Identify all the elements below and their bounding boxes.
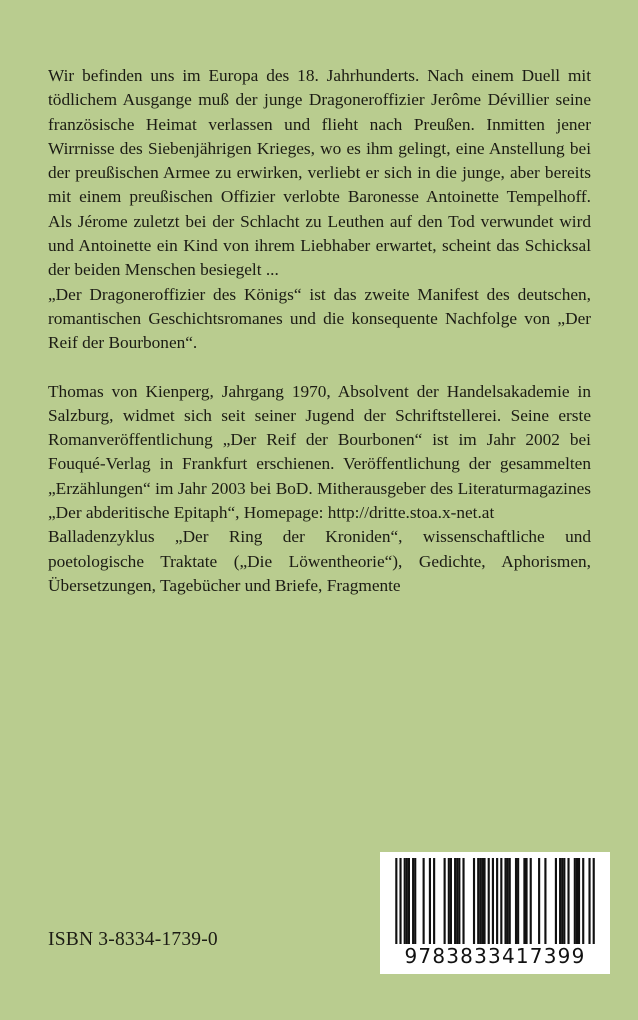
barcode-bar [559,858,561,944]
barcode-bar [515,858,517,944]
barcode-bar [517,858,519,944]
barcode-bar [406,858,408,944]
barcode-bar [433,858,435,944]
barcode-digits: 9783833417399 [404,944,586,968]
author-bio-paragraph: Thomas von Kienperg, Jahrgang 1970, Absolvent der Handelsakademie in Salzburg, widmet sich seit seiner Jugend der Schriftstellerei. Seine erste Romanveröffentlichung „Der Reif der Bourbonen“ ist im Jahr 2002 bei Fouqué-Verlag in Frankfurt erschienen. Veröffentlichung der gesammelten „Erzählungen“ im Jahr 2003 bei BoD. Mitherausgeber des Literaturmagazines „Der abderitische Epitaph“, Homepage: http://dritte.stoa.x-net.at [48,381,591,523]
barcode-bar [412,858,414,944]
barcode-bar [483,858,485,944]
barcode-bar [479,858,481,944]
barcode-bar [523,858,525,944]
barcode-bar [582,858,584,944]
barcode-bar [454,858,456,944]
barcode-bar [509,858,511,944]
isbn-label: ISBN 3-8334-1739-0 [48,929,218,950]
barcode-bar [563,858,565,944]
barcode-bar [481,858,483,944]
barcode [380,852,610,974]
barcode-bar [456,858,458,944]
barcode-bar [567,858,569,944]
barcode-bar [399,858,401,944]
barcode-bar [492,858,494,944]
barcode-bar [525,858,527,944]
barcode-bar [504,858,506,944]
blurb-text [48,64,591,598]
series-paragraph: „Der Dragoneroffizier des Königs“ ist das zweite Manifest des deutschen, romantischen Geschichtsromanes und die konsequente Nachfolge von „Der Reif der Bourbonen“. [48,284,591,353]
barcode-bar [408,858,410,944]
barcode-bar [578,858,580,944]
barcode-bar [561,858,563,944]
barcode-bar [593,858,595,944]
barcode-bar [555,858,557,944]
barcode-bar [477,858,479,944]
barcode-bar [496,858,498,944]
barcode-bar [462,858,464,944]
barcode-bar [544,858,546,944]
barcode-bar [538,858,540,944]
synopsis-paragraph: Wir befinden uns im Europa des 18. Jahrhunderts. Nach einem Duell mit tödlichem Ausgange muß der junge Dragoneroffizier Jerôme Dévillier seine französische Heimat verlassen und flieht nach Preußen. Inmitten jener Wirrnisse des Siebenjährigen Krieges, wo es ihm gelingt, eine Anstellung bei der preußischen Armee zu erwirken, verliebt er sich in die junge, aber bereits mit einem preußischen Offizier verlobte Baronesse Antoinette Tempelhoff. Als Jérome zuletzt bei der Schlacht zu Leuthen auf den Tod verwundet wird und Antoinette ein Kind von ihrem Liebhaber erwartet, scheint das Schicksal der beiden Menschen besiegelt ... [48,66,591,280]
barcode-bar [395,858,397,944]
barcode-bar [576,858,578,944]
barcode-bar [530,858,532,944]
barcode-bar [444,858,446,944]
barcode-bar [574,858,576,944]
works-paragraph: Balladenzyklus „Der Ring der Kroniden“, wissenschaftliche und poetologische Traktate („Die Löwentheorie“), Gedichte, Aphorismen, Übersetzungen, Tagebücher und Briefe, Fragmente [48,527,591,595]
barcode-bar [448,858,450,944]
barcode-bar [450,858,452,944]
barcode-bar [488,858,490,944]
barcode-bar [500,858,502,944]
barcode-bar [458,858,460,944]
barcode-bar [423,858,425,944]
barcode-bar [473,858,475,944]
barcode-bars [380,852,610,947]
barcode-bar [404,858,406,944]
barcode-bar [507,858,509,944]
barcode-bar [414,858,416,944]
barcode-bar [588,858,590,944]
barcode-bar [429,858,431,944]
